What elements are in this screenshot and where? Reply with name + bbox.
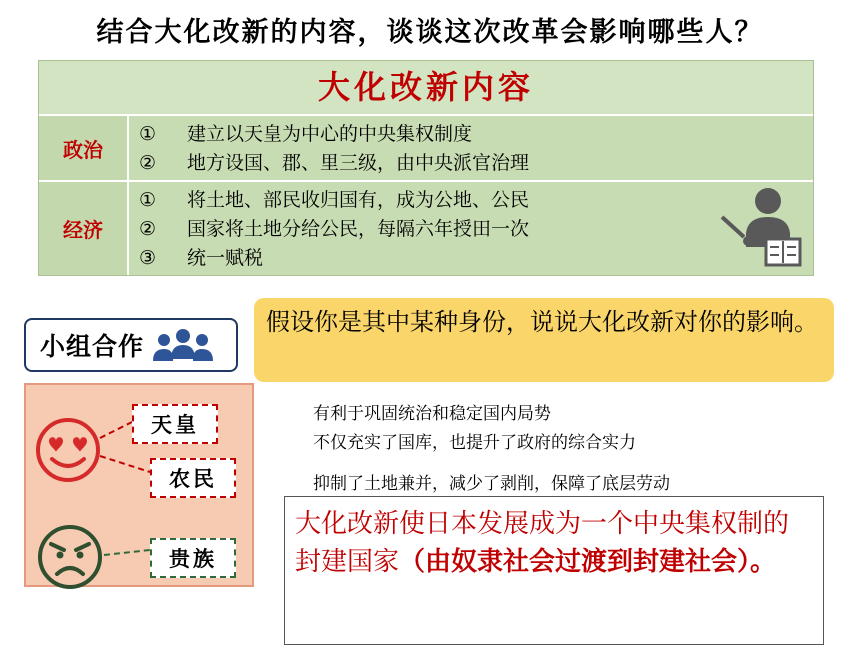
- question-heading: 结合大化改新的内容，谈谈这次改革会影响哪些人？: [96, 17, 764, 48]
- identity-tag-emperor: 天皇: [132, 404, 218, 444]
- list-item: ③ 统一赋税: [139, 247, 264, 269]
- heart-eyes-face-icon: [35, 417, 101, 483]
- effect-emperor-1: 有利于巩固统治和稳定国内局势: [313, 404, 551, 424]
- list-item: ② 国家将土地分给公民，每隔六年授田一次: [139, 218, 530, 240]
- list-item: ① 将土地、部民收归国有，成为公地、公民: [139, 189, 530, 211]
- discussion-prompt: 假设你是其中某种身份，说说大化改新对你的影响。: [254, 298, 834, 382]
- category-politics: 政治: [39, 116, 129, 180]
- answer-box: [284, 496, 824, 645]
- identity-tag-farmer: 农民: [150, 458, 236, 498]
- list-item: ① 建立以天皇为中心的中央集权制度: [139, 123, 473, 145]
- identity-tag-noble: 贵族: [150, 538, 236, 578]
- effect-farmer: 抑制了土地兼并，减少了剥削，保障了底层劳动: [313, 474, 670, 494]
- table-title: 大化改新内容: [39, 61, 813, 116]
- list-item: ② 地方设国、郡、里三级，由中央派官治理: [139, 152, 530, 174]
- answer-main: 大化改新使日本发展成为一个中央集权制的封建国家: [295, 509, 790, 577]
- angry-face-icon: [37, 524, 103, 590]
- answer-emphasis: （由奴隶社会过渡到封建社会）。: [399, 547, 777, 577]
- group-work-label: 小组合作: [40, 332, 145, 361]
- category-economy: 经济: [39, 182, 129, 275]
- effect-emperor-2: 不仅充实了国库，也提升了政府的综合实力: [313, 433, 636, 453]
